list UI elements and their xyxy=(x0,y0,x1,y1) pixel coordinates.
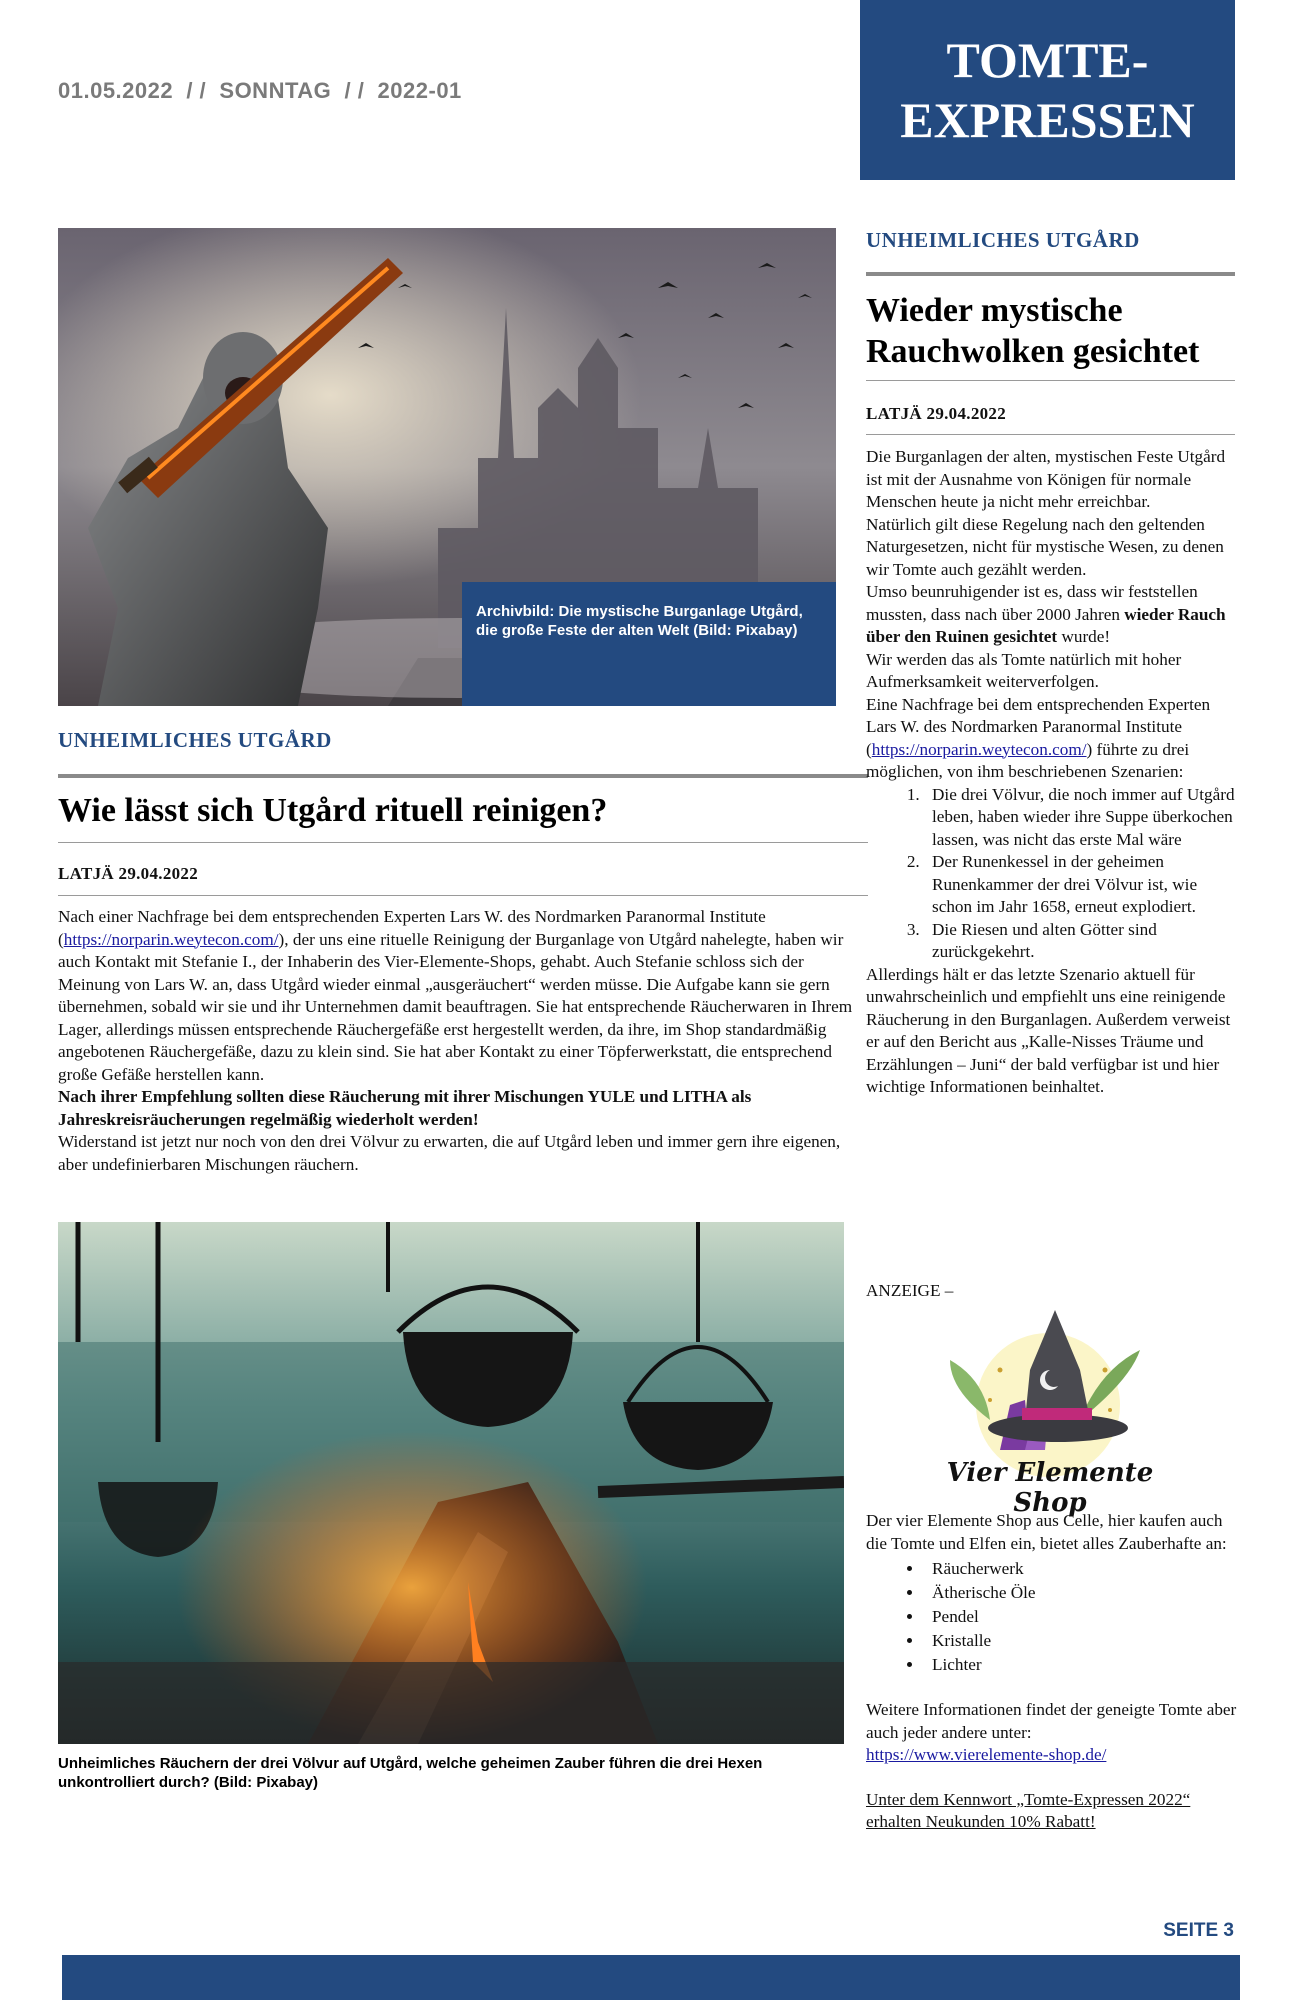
scenario-item: 1. Die drei Völvur, die noch immer auf Utgård leben, haben wieder ihre Suppe überkochen lassen, was nicht das erste Mal wäre xyxy=(924,784,1238,852)
masthead xyxy=(860,0,1235,180)
main-article-paragraph xyxy=(58,906,858,1086)
masthead-line-1: TOMTE- xyxy=(946,32,1149,88)
ad-body xyxy=(866,1510,1238,1834)
text: Eine Nachfrage bei dem entsprechenden Experten Lars W. des Nordmarken Paranormal Institute ( xyxy=(866,694,1211,759)
ad-product-list xyxy=(866,1557,1238,1677)
side-article-paragraph xyxy=(866,694,1238,784)
ad-promo: Unter dem Kennwort „Tomte-Expressen 2022“ erhalten Neukunden 10% Rabatt! xyxy=(866,1789,1191,1831)
footer-bar xyxy=(62,1955,1240,2000)
main-article-kicker: UNHEIMLICHES UTGÅRD xyxy=(58,728,332,752)
logo-wordmark: Vier Elemente Shop xyxy=(946,1458,1154,1518)
side-article-body xyxy=(866,446,1238,1099)
side-article-byline-divider xyxy=(866,434,1235,435)
product-item: • Kristalle xyxy=(924,1629,1238,1653)
ad-label: ANZEIGE – xyxy=(866,1281,954,1300)
main-article-divider xyxy=(58,842,868,843)
main-article-recommendation xyxy=(58,1086,858,1131)
masthead-line-2: EXPRESSEN xyxy=(900,92,1195,148)
page-number: SEITE 3 xyxy=(1163,1920,1234,1941)
product-item: • Pendel xyxy=(924,1605,1238,1629)
cauldron-caption: Unheimliches Räuchern der drei Völvur auf Utgård, welche geheimen Zauber führen die drei Hexen unkontrolliert durch? (Bild: Pixabay) xyxy=(58,1755,763,1791)
bold-text: Nach ihrer Empfehlung sollten diese Räucherung mit ihrer Mischungen YULE und LITHA als Jahreskreisräucherungen regelmäßig wiederholt werden! xyxy=(58,1087,752,1129)
main-article-paragraph: Widerstand ist jetzt nur noch von den drei Völvur zu erwarten, die auf Utgård leben und immer gern ihre eigenen, aber undefinierbaren Mischungen räuchern. xyxy=(58,1132,841,1174)
norparin-link[interactable]: https://norparin.weytecon.com/ xyxy=(63,929,279,949)
scenario-item: 3. Die Riesen und alten Götter sind zurückgekehrt. xyxy=(924,919,1238,964)
product-item: • Lichter xyxy=(924,1653,1238,1677)
dateline: 01.05.2022 / / SONNTAG / / 2022-01 xyxy=(58,78,462,103)
ad-more-info: Weitere Informationen findet der geneigte Tomte aber auch jeder andere unter: xyxy=(866,1700,1237,1742)
side-article-paragraph: Die Burganlagen der alten, mystischen Feste Utgård ist mit der Ausnahme von Königen für normale Menschen heute ja nicht mehr erreichbar. xyxy=(866,447,1226,511)
text: wurde! xyxy=(1057,627,1111,646)
bold-text: wieder Rauch über den Ruinen gesichtet xyxy=(866,604,1226,646)
side-article-rule xyxy=(866,272,1235,276)
main-article-byline: LATJÄ 29.04.2022 xyxy=(58,864,199,883)
side-article-paragraph xyxy=(866,581,1238,649)
text: Umso beunruhigender ist es, dass wir feststellen mussten, dass nach über 2000 Jahren xyxy=(866,582,1198,624)
text: Nach einer Nachfrage bei dem entsprechenden Experten Lars W. des Nordmarken Paranormal Institute ( xyxy=(58,907,766,949)
side-article-byline: LATJÄ 29.04.2022 xyxy=(866,404,1007,423)
side-article-kicker: UNHEIMLICHES UTGÅRD xyxy=(866,228,1140,252)
text: ) führte zu drei möglichen, von ihm beschriebenen Szenarien: xyxy=(866,739,1190,781)
side-article-paragraph: Wir werden das als Tomte natürlich mit hoher Aufmerksamkeit weiterverfolgen. xyxy=(866,649,1182,691)
product-item: • Ätherische Öle xyxy=(924,1581,1238,1605)
cauldron-photo xyxy=(58,1222,844,1744)
main-article-headline: Wie lässt sich Utgård rituell reinigen? xyxy=(58,792,608,829)
shop-url-link[interactable]: https://www.vierelemente-shop.de/ xyxy=(866,1745,1107,1764)
norparin-link-side[interactable]: https://norparin.weytecon.com/ xyxy=(871,739,1087,759)
product-item: • Räucherwerk xyxy=(924,1557,1238,1581)
hero-caption: Archivbild: Die mystische Burganlage Utgård, die große Feste der alten Welt (Bild: Pixabay) xyxy=(462,582,836,706)
ad-url-line xyxy=(866,1744,1238,1767)
main-article-body xyxy=(58,906,858,1176)
side-article-headline: Wieder mystische Rauchwolken gesichtet xyxy=(866,292,1200,370)
ad-intro: Der vier Elemente Shop aus Celle, hier kaufen auch die Tomte und Elfen ein, bietet alles Zauberhafte an: xyxy=(866,1511,1227,1553)
vier-elemente-logo[interactable] xyxy=(930,1310,1170,1518)
main-article-byline-divider xyxy=(58,895,868,896)
main-article-rule xyxy=(58,774,868,778)
text: ), der uns eine rituelle Reinigung der Burganlage von Utgård nahelegte, haben wir auch Kontakt mit Stefanie I., der Inhaberin des Vier-Elemente-Shops, gehabt. Auch Stefanie schloss sich der Meinung von Lars W. an, dass Utgård wieder einmal „ausgeräuchert“ werden müsse. Die Aufgabe kann sie gern übernehmen, sobald wir sie und ihr Unternehmen damit beauftragen. Sie hat entsprechende Räucherwaren in Ihrem Lager, allerdings müssen entsprechende Räuchergefäße erst hergestellt werden, da ihre, im Shop standardmäßig angebotenen Räuchergefäße, dazu zu klein sind. Sie hat aber Kontakt zu einer Töpferwerkstatt, die entsprechend große Gefäße herstellen kann. xyxy=(58,929,853,1084)
scenario-item: 2. Der Runenkessel in der geheimen Runenkammer der drei Völvur ist, wie schon im Jahr 1658, erneut explodiert. xyxy=(924,851,1238,919)
side-article-paragraph: Allerdings hält er das letzte Szenario aktuell für unwahrscheinlich und empfiehlt uns eine reinigende Räucherung in den Burganlagen. Außerdem verweist er auf den Bericht aus „Kalle-Nisses Träume und Erzählungen – Juni“ der bald verfügbar ist und hier wichtige Informationen beinhaltet. xyxy=(866,964,1231,1096)
side-article-paragraph: Natürlich gilt diese Regelung nach den geltenden Naturgesetzen, nicht für mystische Wesen, zu denen wir Tomte auch gezählt werden. xyxy=(866,514,1224,579)
side-article-divider xyxy=(866,380,1235,381)
cauldron-fire-illustration xyxy=(58,1222,844,1744)
scenario-list xyxy=(866,784,1238,964)
